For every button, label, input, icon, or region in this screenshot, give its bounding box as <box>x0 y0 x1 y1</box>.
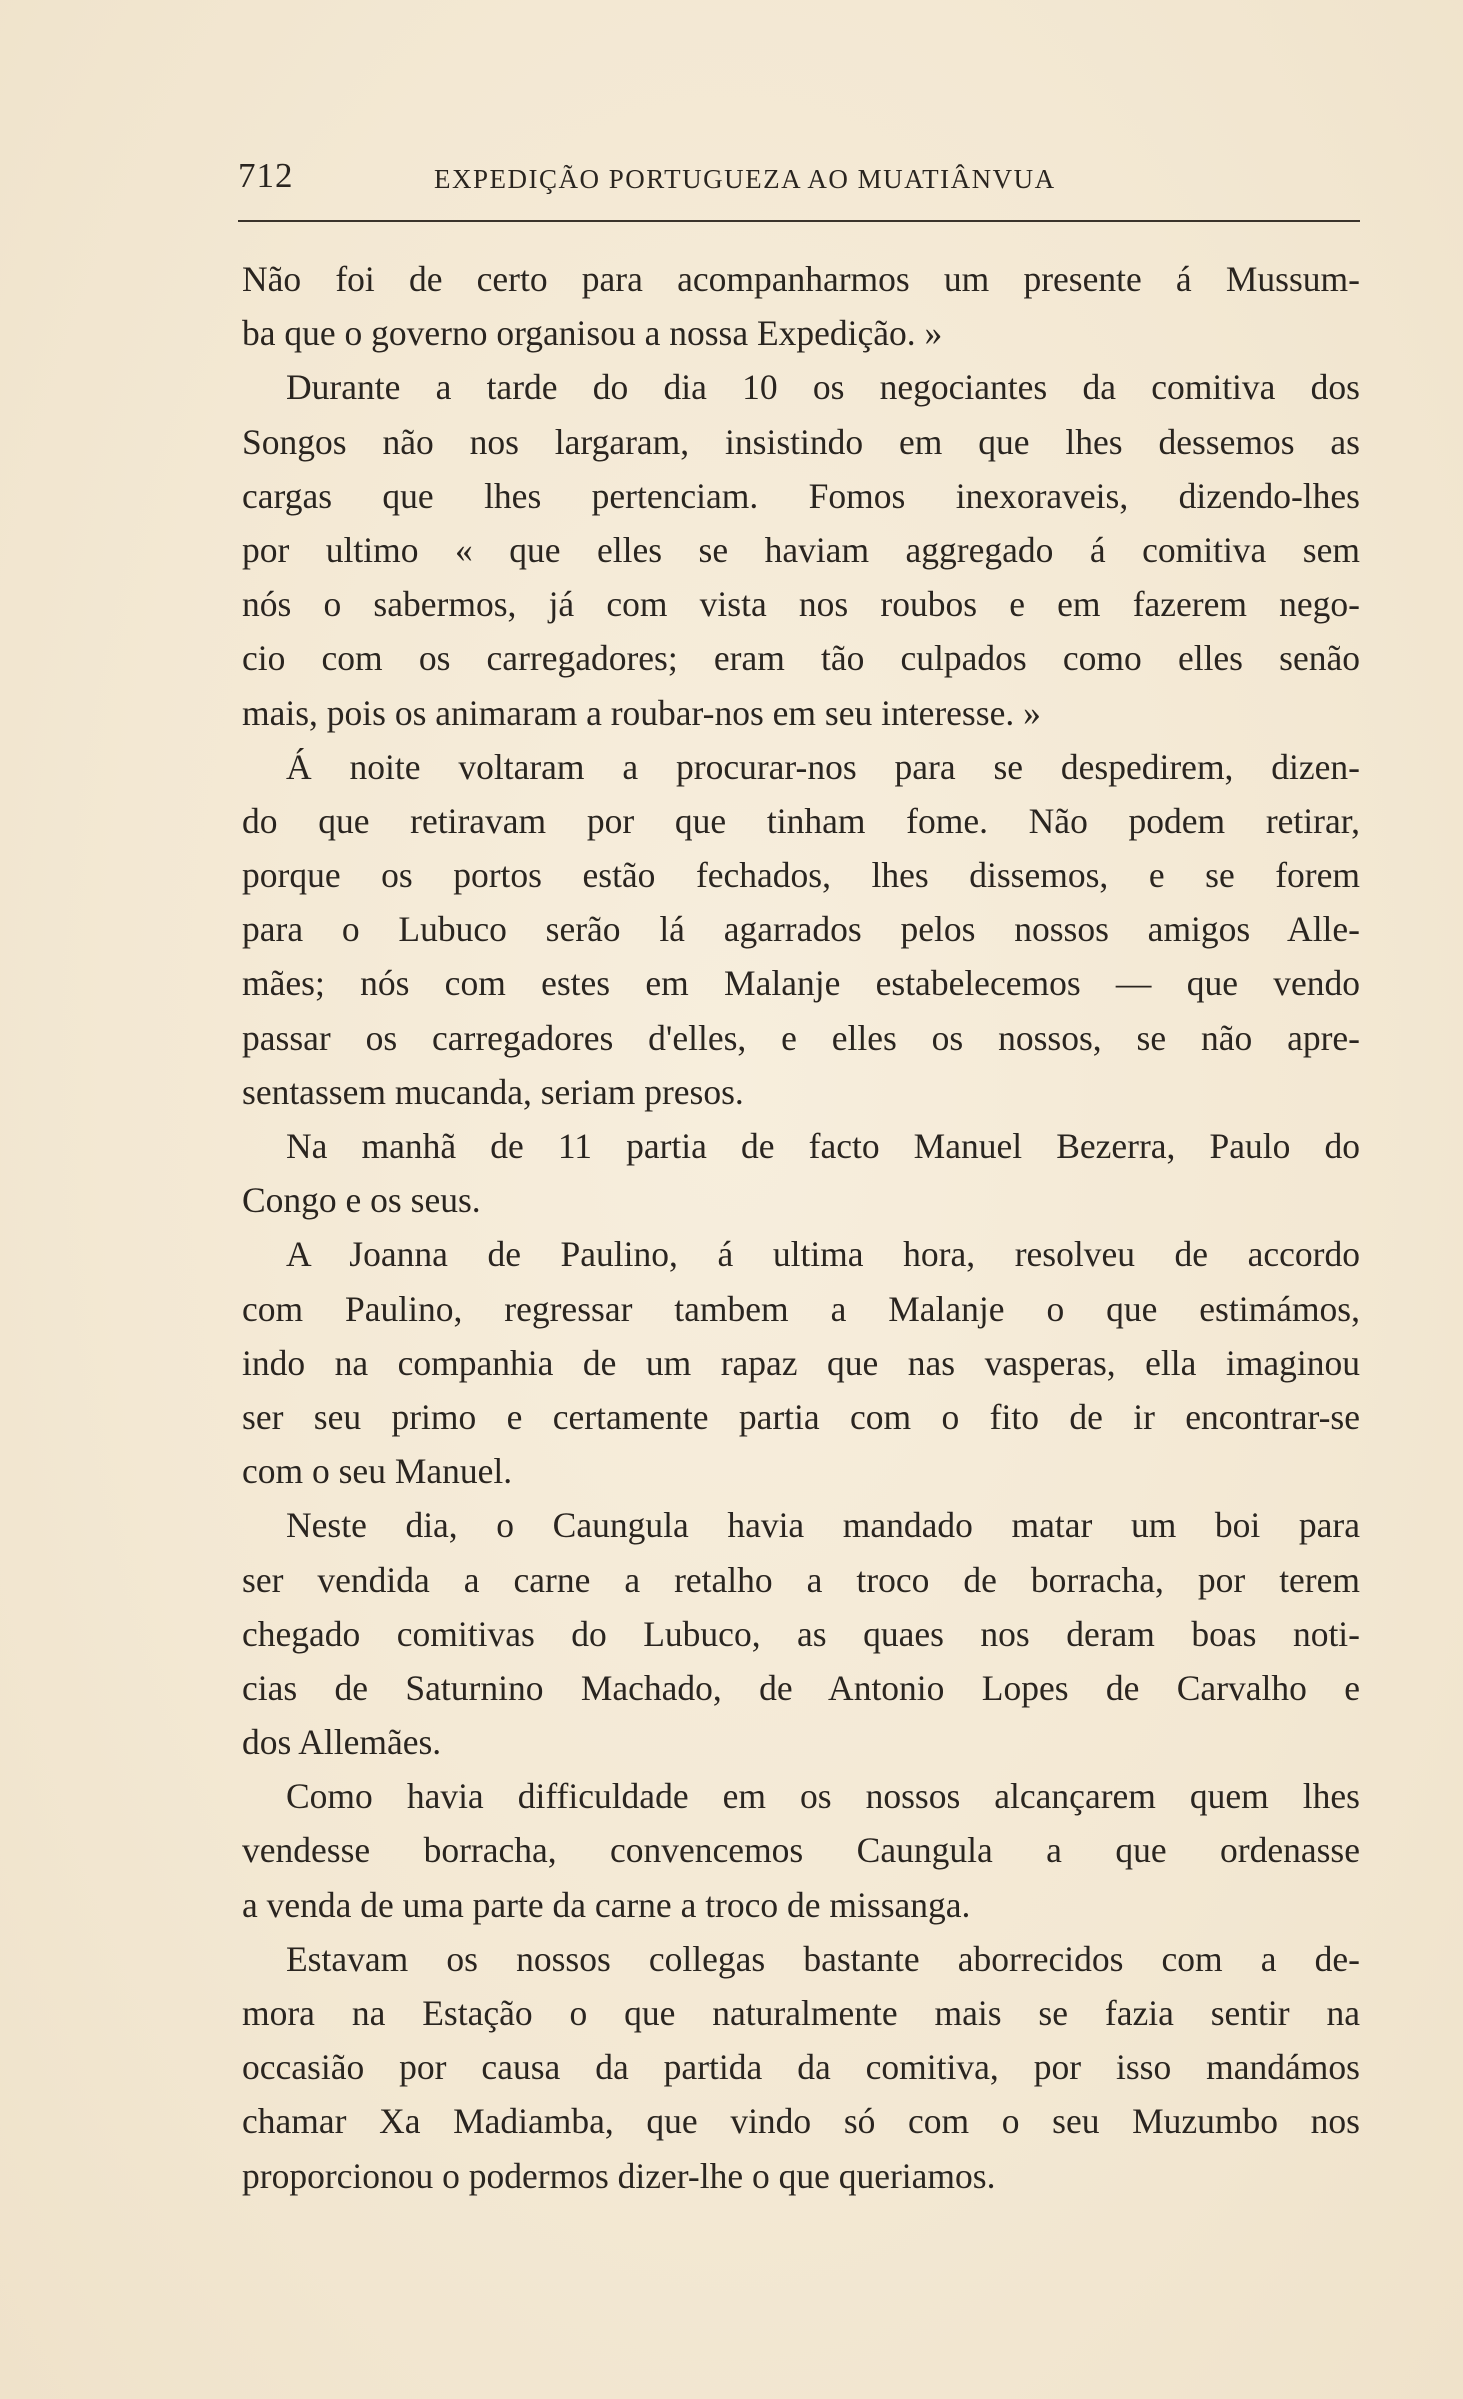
text-line: mais, pois os animaram a roubar-nos em seu interesse. » <box>242 692 1041 733</box>
text-line: cio com os carregadores; eram tão culpados como elles senão <box>242 638 1360 679</box>
text-line: nós o sabermos, já com vista nos roubos e em fazerem nego- <box>242 584 1360 625</box>
running-title: EXPEDIÇÃO PORTUGUEZA AO MUATIÂNVUA <box>434 164 1056 194</box>
text-line: A Joanna de Paulino, á ultima hora, resolveu de accordo <box>286 1234 1360 1275</box>
text-line: com Paulino, regressar tambem a Malanje o que estimámos, <box>242 1288 1360 1329</box>
text-line: cias de Saturnino Machado, de Antonio Lopes de Carvalho e <box>242 1667 1360 1708</box>
text-line: occasião por causa da partida da comitiva, por isso mandámos <box>242 2047 1360 2088</box>
text-line: com o seu Manuel. <box>242 1451 513 1492</box>
header-rule <box>238 220 1360 222</box>
text-line: passar os carregadores d'elles, e elles os nossos, se não apre- <box>242 1017 1360 1058</box>
text-line: chamar Xa Madiamba, que vindo só com o seu Muzumbo nos <box>242 2101 1360 2142</box>
text-line: mora na Estação o que naturalmente mais se fazia sentir na <box>242 1993 1360 2033</box>
text-line: porque os portos estão fechados, lhes dissemos, e se forem <box>242 855 1360 896</box>
text-line: Não foi de certo para acompanharmos um presente á Mussum- <box>242 259 1360 299</box>
text-line: Na manhã de 11 partia de facto Manuel Bezerra, Paulo do <box>286 1126 1360 1166</box>
text-line: chegado comitivas do Lubuco, as quaes nos deram boas noti- <box>242 1613 1360 1654</box>
text-line: Estavam os nossos collegas bastante aborrecidos com a de- <box>286 1938 1360 1979</box>
text-line: Congo e os seus. <box>242 1180 481 1221</box>
text-line: Como havia difficuldade em os nossos alcançarem quem lhes <box>286 1776 1360 1817</box>
text-line: Á noite voltaram a procurar-nos para se despedirem, dizen- <box>286 746 1360 787</box>
text-line: mães; nós com estes em Malanje estabelecemos — que vendo <box>242 963 1360 1004</box>
text-line: indo na companhia de um rapaz que nas vasperas, ella imaginou <box>242 1342 1360 1383</box>
text-line: Neste dia, o Caungula havia mandado matar um boi para <box>286 1505 1360 1546</box>
body-text <box>242 252 1360 2203</box>
text-line: proporcionou o podermos dizer-lhe o que queriamos. <box>242 2155 996 2196</box>
page-number: 712 <box>238 156 294 195</box>
text-line: Songos não nos largaram, insistindo em que lhes dessemos as <box>242 421 1360 462</box>
text-line: ba que o governo organisou a nossa Expedição. » <box>242 313 943 354</box>
text-line: Durante a tarde do dia 10 os negociantes da comitiva dos <box>286 367 1360 408</box>
text-line: do que retiravam por que tinham fome. Não podem retirar, <box>242 800 1360 841</box>
page-header <box>238 150 1360 210</box>
text-line: cargas que lhes pertenciam. Fomos inexoraveis, dizendo-lhes <box>242 475 1360 516</box>
text-line: dos Allemães. <box>242 1722 442 1763</box>
text-line: vendesse borracha, convencemos Caungula a que ordenasse <box>242 1830 1360 1871</box>
text-line: por ultimo « que elles se haviam aggregado á comitiva sem <box>242 529 1360 570</box>
text-line: ser seu primo e certamente partia com o fito de ir encontrar-se <box>242 1396 1360 1437</box>
text-line: sentassem mucanda, seriam presos. <box>242 1071 744 1112</box>
text-line: a venda de uma parte da carne a troco de missanga. <box>242 1884 971 1925</box>
text-line: ser vendida a carne a retalho a troco de borracha, por terem <box>242 1559 1360 1600</box>
text-line: para o Lubuco serão lá agarrados pelos nossos amigos Alle- <box>242 909 1360 950</box>
